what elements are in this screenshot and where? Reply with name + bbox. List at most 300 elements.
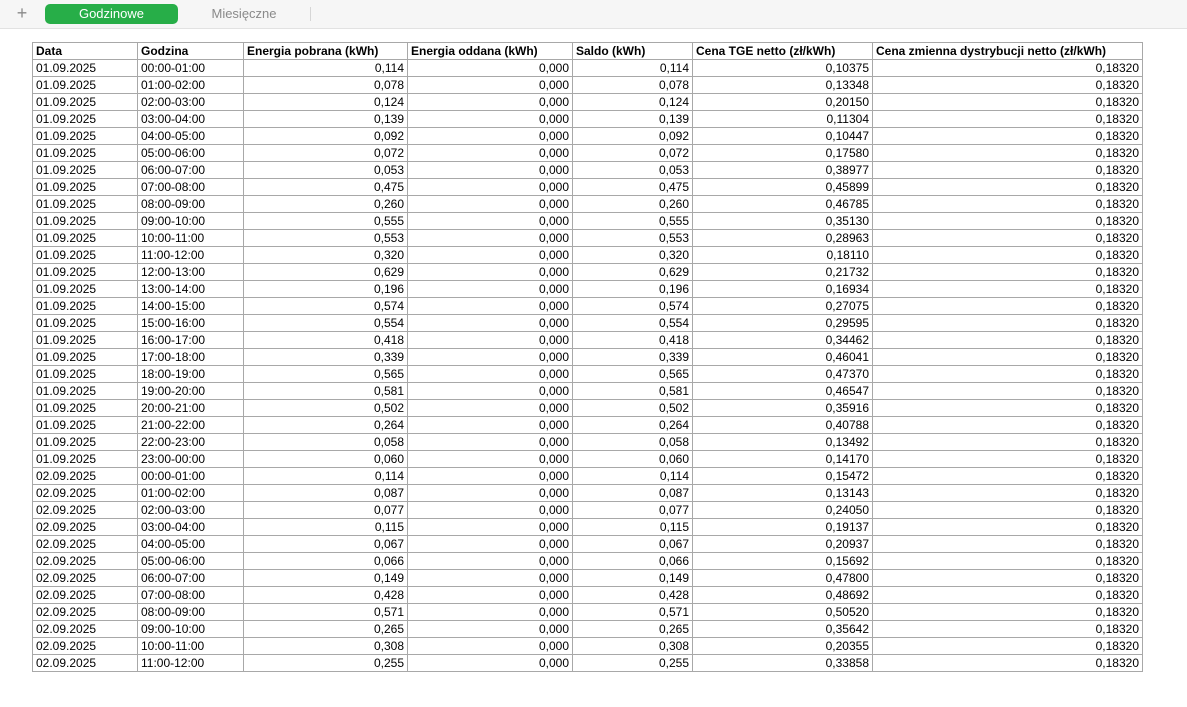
cell-godzina[interactable]: 10:00-11:00 (138, 230, 244, 247)
cell-cena-tge[interactable]: 0,46785 (693, 196, 873, 213)
cell-cena-dystrybucji[interactable]: 0,18320 (873, 587, 1143, 604)
cell-cena-tge[interactable]: 0,13348 (693, 77, 873, 94)
cell-cena-dystrybucji[interactable]: 0,18320 (873, 315, 1143, 332)
cell-cena-tge[interactable]: 0,13492 (693, 434, 873, 451)
cell-godzina[interactable]: 13:00-14:00 (138, 281, 244, 298)
cell-energia-pobrana[interactable]: 0,320 (244, 247, 408, 264)
cell-godzina[interactable]: 23:00-00:00 (138, 451, 244, 468)
cell-cena-dystrybucji[interactable]: 0,18320 (873, 536, 1143, 553)
table-row (33, 502, 1143, 519)
cell-energia-pobrana[interactable]: 0,058 (244, 434, 408, 451)
cell-cena-tge[interactable]: 0,38977 (693, 162, 873, 179)
cell-data[interactable]: 01.09.2025 (33, 213, 138, 230)
table-row (33, 451, 1143, 468)
cell-godzina[interactable]: 19:00-20:00 (138, 383, 244, 400)
cell-data[interactable]: 01.09.2025 (33, 281, 138, 298)
cell-cena-tge[interactable]: 0,11304 (693, 111, 873, 128)
cell-energia-pobrana[interactable]: 0,053 (244, 162, 408, 179)
cell-godzina[interactable]: 03:00-04:00 (138, 519, 244, 536)
cell-data[interactable]: 01.09.2025 (33, 196, 138, 213)
cell-energia-pobrana[interactable]: 0,571 (244, 604, 408, 621)
cell-cena-dystrybucji[interactable]: 0,18320 (873, 519, 1143, 536)
cell-cena-dystrybucji[interactable]: 0,18320 (873, 94, 1143, 111)
cell-saldo[interactable]: 0,418 (573, 332, 693, 349)
header-data[interactable]: Data (33, 43, 138, 60)
add-sheet-button[interactable] (12, 4, 32, 24)
cell-godzina[interactable]: 02:00-03:00 (138, 94, 244, 111)
cell-saldo[interactable]: 0,114 (573, 468, 693, 485)
cell-energia-oddana[interactable]: 0,000 (408, 417, 573, 434)
cell-godzina[interactable]: 06:00-07:00 (138, 570, 244, 587)
cell-energia-pobrana[interactable]: 0,339 (244, 349, 408, 366)
cell-energia-pobrana[interactable]: 0,115 (244, 519, 408, 536)
cell-saldo[interactable]: 0,067 (573, 536, 693, 553)
cell-cena-tge[interactable]: 0,18110 (693, 247, 873, 264)
cell-data[interactable]: 01.09.2025 (33, 247, 138, 264)
cell-energia-oddana[interactable]: 0,000 (408, 638, 573, 655)
cell-saldo[interactable]: 0,555 (573, 213, 693, 230)
cell-energia-pobrana[interactable]: 0,502 (244, 400, 408, 417)
cell-energia-pobrana[interactable]: 0,066 (244, 553, 408, 570)
cell-energia-pobrana[interactable]: 0,265 (244, 621, 408, 638)
cell-energia-pobrana[interactable]: 0,078 (244, 77, 408, 94)
cell-energia-pobrana[interactable]: 0,418 (244, 332, 408, 349)
cell-cena-tge[interactable]: 0,35130 (693, 213, 873, 230)
cell-energia-oddana[interactable]: 0,000 (408, 536, 573, 553)
cell-energia-oddana[interactable]: 0,000 (408, 502, 573, 519)
cell-cena-dystrybucji[interactable]: 0,18320 (873, 162, 1143, 179)
cell-energia-oddana[interactable]: 0,000 (408, 145, 573, 162)
cell-godzina[interactable]: 15:00-16:00 (138, 315, 244, 332)
cell-saldo[interactable]: 0,553 (573, 230, 693, 247)
cell-energia-pobrana[interactable]: 0,149 (244, 570, 408, 587)
cell-energia-oddana[interactable]: 0,000 (408, 655, 573, 672)
cell-saldo[interactable]: 0,260 (573, 196, 693, 213)
cell-data[interactable]: 02.09.2025 (33, 621, 138, 638)
cell-cena-tge[interactable]: 0,13143 (693, 485, 873, 502)
cell-saldo[interactable]: 0,072 (573, 145, 693, 162)
cell-energia-pobrana[interactable]: 0,553 (244, 230, 408, 247)
cell-saldo[interactable]: 0,502 (573, 400, 693, 417)
cell-energia-oddana[interactable]: 0,000 (408, 451, 573, 468)
cell-godzina[interactable]: 18:00-19:00 (138, 366, 244, 383)
cell-cena-dystrybucji[interactable]: 0,18320 (873, 298, 1143, 315)
table-row (33, 621, 1143, 638)
cell-energia-oddana[interactable]: 0,000 (408, 383, 573, 400)
cell-energia-oddana[interactable]: 0,000 (408, 298, 573, 315)
cell-saldo[interactable]: 0,629 (573, 264, 693, 281)
cell-cena-dystrybucji[interactable]: 0,18320 (873, 77, 1143, 94)
cell-cena-dystrybucji[interactable]: 0,18320 (873, 281, 1143, 298)
header-energia-pobrana[interactable]: Energia pobrana (kWh) (244, 43, 408, 60)
cell-cena-tge[interactable]: 0,14170 (693, 451, 873, 468)
cell-energia-pobrana[interactable]: 0,077 (244, 502, 408, 519)
cell-cena-tge[interactable]: 0,20937 (693, 536, 873, 553)
cell-energia-oddana[interactable]: 0,000 (408, 519, 573, 536)
cell-saldo[interactable]: 0,060 (573, 451, 693, 468)
cell-data[interactable]: 01.09.2025 (33, 298, 138, 315)
cell-energia-oddana[interactable]: 0,000 (408, 604, 573, 621)
cell-saldo[interactable]: 0,078 (573, 77, 693, 94)
cell-cena-tge[interactable]: 0,15472 (693, 468, 873, 485)
cell-saldo[interactable]: 0,581 (573, 383, 693, 400)
cell-energia-oddana[interactable]: 0,000 (408, 247, 573, 264)
cell-saldo[interactable]: 0,554 (573, 315, 693, 332)
cell-godzina[interactable]: 03:00-04:00 (138, 111, 244, 128)
cell-cena-dystrybucji[interactable]: 0,18320 (873, 621, 1143, 638)
cell-data[interactable]: 01.09.2025 (33, 451, 138, 468)
cell-cena-tge[interactable]: 0,47800 (693, 570, 873, 587)
cell-data[interactable]: 02.09.2025 (33, 536, 138, 553)
table-row (33, 179, 1143, 196)
cell-godzina[interactable]: 11:00-12:00 (138, 655, 244, 672)
cell-energia-oddana[interactable]: 0,000 (408, 162, 573, 179)
table-row (33, 128, 1143, 145)
cell-energia-pobrana[interactable]: 0,428 (244, 587, 408, 604)
cell-energia-pobrana[interactable]: 0,555 (244, 213, 408, 230)
tab-divider (310, 7, 311, 21)
cell-energia-oddana[interactable]: 0,000 (408, 400, 573, 417)
cell-cena-tge[interactable]: 0,45899 (693, 179, 873, 196)
cell-data[interactable]: 01.09.2025 (33, 145, 138, 162)
cell-saldo[interactable]: 0,265 (573, 621, 693, 638)
cell-energia-oddana[interactable]: 0,000 (408, 468, 573, 485)
cell-saldo[interactable]: 0,092 (573, 128, 693, 145)
cell-data[interactable]: 02.09.2025 (33, 502, 138, 519)
cell-cena-dystrybucji[interactable]: 0,18320 (873, 570, 1143, 587)
cell-cena-tge[interactable]: 0,33858 (693, 655, 873, 672)
cell-data[interactable]: 01.09.2025 (33, 383, 138, 400)
cell-energia-pobrana[interactable]: 0,255 (244, 655, 408, 672)
cell-cena-dystrybucji[interactable]: 0,18320 (873, 400, 1143, 417)
header-cena-dystrybucji[interactable]: Cena zmienna dystrybucji netto (zł/kWh) (873, 43, 1143, 60)
tab-godzinowe[interactable]: Godzinowe (45, 4, 178, 24)
data-table (32, 42, 1143, 672)
cell-energia-oddana[interactable]: 0,000 (408, 60, 573, 77)
table-row (33, 315, 1143, 332)
cell-data[interactable]: 01.09.2025 (33, 230, 138, 247)
cell-energia-oddana[interactable]: 0,000 (408, 230, 573, 247)
cell-data[interactable]: 02.09.2025 (33, 553, 138, 570)
cell-cena-dystrybucji[interactable]: 0,18320 (873, 179, 1143, 196)
cell-saldo[interactable]: 0,053 (573, 162, 693, 179)
cell-cena-tge[interactable]: 0,21732 (693, 264, 873, 281)
cell-cena-dystrybucji[interactable]: 0,18320 (873, 638, 1143, 655)
cell-cena-dystrybucji[interactable]: 0,18320 (873, 553, 1143, 570)
cell-cena-tge[interactable]: 0,46041 (693, 349, 873, 366)
cell-godzina[interactable]: 09:00-10:00 (138, 213, 244, 230)
cell-energia-oddana[interactable]: 0,000 (408, 179, 573, 196)
cell-data[interactable]: 01.09.2025 (33, 77, 138, 94)
cell-cena-tge[interactable]: 0,47370 (693, 366, 873, 383)
table-row (33, 485, 1143, 502)
cell-energia-oddana[interactable]: 0,000 (408, 281, 573, 298)
cell-cena-dystrybucji[interactable]: 0,18320 (873, 196, 1143, 213)
cell-cena-dystrybucji[interactable]: 0,18320 (873, 60, 1143, 77)
cell-cena-tge[interactable]: 0,29595 (693, 315, 873, 332)
cell-energia-oddana[interactable]: 0,000 (408, 570, 573, 587)
cell-godzina[interactable]: 07:00-08:00 (138, 179, 244, 196)
cell-data[interactable]: 01.09.2025 (33, 128, 138, 145)
cell-cena-tge[interactable]: 0,35642 (693, 621, 873, 638)
cell-energia-oddana[interactable]: 0,000 (408, 621, 573, 638)
cell-data[interactable]: 02.09.2025 (33, 604, 138, 621)
table-row (33, 264, 1143, 281)
cell-cena-tge[interactable]: 0,17580 (693, 145, 873, 162)
cell-godzina[interactable]: 09:00-10:00 (138, 621, 244, 638)
cell-energia-pobrana[interactable]: 0,260 (244, 196, 408, 213)
header-row (33, 43, 1143, 60)
table-row (33, 417, 1143, 434)
cell-godzina[interactable]: 12:00-13:00 (138, 264, 244, 281)
cell-cena-tge[interactable]: 0,10375 (693, 60, 873, 77)
cell-saldo[interactable]: 0,066 (573, 553, 693, 570)
cell-data[interactable]: 01.09.2025 (33, 162, 138, 179)
cell-cena-tge[interactable]: 0,35916 (693, 400, 873, 417)
cell-godzina[interactable]: 01:00-02:00 (138, 77, 244, 94)
cell-data[interactable]: 02.09.2025 (33, 655, 138, 672)
cell-saldo[interactable]: 0,571 (573, 604, 693, 621)
cell-energia-pobrana[interactable]: 0,565 (244, 366, 408, 383)
cell-cena-tge[interactable]: 0,48692 (693, 587, 873, 604)
cell-cena-dystrybucji[interactable]: 0,18320 (873, 502, 1143, 519)
cell-saldo[interactable]: 0,058 (573, 434, 693, 451)
cell-energia-oddana[interactable]: 0,000 (408, 434, 573, 451)
cell-energia-pobrana[interactable]: 0,581 (244, 383, 408, 400)
cell-data[interactable]: 01.09.2025 (33, 315, 138, 332)
cell-cena-tge[interactable]: 0,20355 (693, 638, 873, 655)
cell-cena-tge[interactable]: 0,24050 (693, 502, 873, 519)
tab-miesieczne[interactable]: Miesięczne (211, 6, 277, 21)
cell-cena-dystrybucji[interactable]: 0,18320 (873, 145, 1143, 162)
cell-cena-tge[interactable]: 0,27075 (693, 298, 873, 315)
cell-cena-dystrybucji[interactable]: 0,18320 (873, 213, 1143, 230)
cell-energia-pobrana[interactable]: 0,067 (244, 536, 408, 553)
table-row (33, 638, 1143, 655)
cell-data[interactable]: 01.09.2025 (33, 417, 138, 434)
table-row (33, 298, 1143, 315)
cell-data[interactable]: 02.09.2025 (33, 468, 138, 485)
cell-cena-dystrybucji[interactable]: 0,18320 (873, 111, 1143, 128)
table-row (33, 230, 1143, 247)
cell-godzina[interactable]: 14:00-15:00 (138, 298, 244, 315)
table-row (33, 111, 1143, 128)
cell-energia-oddana[interactable]: 0,000 (408, 77, 573, 94)
cell-cena-tge[interactable]: 0,50520 (693, 604, 873, 621)
cell-cena-tge[interactable]: 0,46547 (693, 383, 873, 400)
cell-cena-dystrybucji[interactable]: 0,18320 (873, 230, 1143, 247)
cell-data[interactable]: 01.09.2025 (33, 94, 138, 111)
cell-energia-oddana[interactable]: 0,000 (408, 196, 573, 213)
table-row (33, 281, 1143, 298)
cell-data[interactable]: 02.09.2025 (33, 638, 138, 655)
cell-cena-tge[interactable]: 0,10447 (693, 128, 873, 145)
cell-saldo[interactable]: 0,565 (573, 366, 693, 383)
cell-saldo[interactable]: 0,264 (573, 417, 693, 434)
cell-data[interactable]: 01.09.2025 (33, 60, 138, 77)
cell-cena-dystrybucji[interactable]: 0,18320 (873, 604, 1143, 621)
cell-cena-dystrybucji[interactable]: 0,18320 (873, 417, 1143, 434)
table-row (33, 332, 1143, 349)
cell-godzina[interactable]: 21:00-22:00 (138, 417, 244, 434)
sheet-tab-bar (0, 0, 1187, 29)
table-row (33, 162, 1143, 179)
cell-cena-dystrybucji[interactable]: 0,18320 (873, 655, 1143, 672)
cell-godzina[interactable]: 00:00-01:00 (138, 60, 244, 77)
cell-saldo[interactable]: 0,114 (573, 60, 693, 77)
cell-energia-oddana[interactable]: 0,000 (408, 315, 573, 332)
cell-godzina[interactable]: 17:00-18:00 (138, 349, 244, 366)
cell-energia-pobrana[interactable]: 0,629 (244, 264, 408, 281)
cell-energia-pobrana[interactable]: 0,475 (244, 179, 408, 196)
cell-cena-dystrybucji[interactable]: 0,18320 (873, 451, 1143, 468)
cell-godzina[interactable]: 20:00-21:00 (138, 400, 244, 417)
cell-energia-oddana[interactable]: 0,000 (408, 349, 573, 366)
cell-saldo[interactable]: 0,574 (573, 298, 693, 315)
cell-cena-dystrybucji[interactable]: 0,18320 (873, 128, 1143, 145)
cell-data[interactable]: 02.09.2025 (33, 570, 138, 587)
cell-godzina[interactable]: 04:00-05:00 (138, 128, 244, 145)
cell-godzina[interactable]: 00:00-01:00 (138, 468, 244, 485)
cell-saldo[interactable]: 0,087 (573, 485, 693, 502)
header-godzina[interactable]: Godzina (138, 43, 244, 60)
cell-energia-oddana[interactable]: 0,000 (408, 213, 573, 230)
cell-saldo[interactable]: 0,339 (573, 349, 693, 366)
cell-godzina[interactable]: 05:00-06:00 (138, 145, 244, 162)
cell-data[interactable]: 02.09.2025 (33, 587, 138, 604)
cell-energia-pobrana[interactable]: 0,092 (244, 128, 408, 145)
cell-energia-pobrana[interactable]: 0,087 (244, 485, 408, 502)
cell-energia-oddana[interactable]: 0,000 (408, 587, 573, 604)
cell-energia-pobrana[interactable]: 0,554 (244, 315, 408, 332)
cell-saldo[interactable]: 0,475 (573, 179, 693, 196)
header-cena-tge[interactable]: Cena TGE netto (zł/kWh) (693, 43, 873, 60)
cell-godzina[interactable]: 11:00-12:00 (138, 247, 244, 264)
cell-cena-tge[interactable]: 0,20150 (693, 94, 873, 111)
cell-cena-tge[interactable]: 0,28963 (693, 230, 873, 247)
table-row (33, 553, 1143, 570)
cell-saldo[interactable]: 0,255 (573, 655, 693, 672)
cell-energia-pobrana[interactable]: 0,060 (244, 451, 408, 468)
cell-godzina[interactable]: 04:00-05:00 (138, 536, 244, 553)
cell-energia-oddana[interactable]: 0,000 (408, 111, 573, 128)
cell-cena-tge[interactable]: 0,19137 (693, 519, 873, 536)
cell-energia-pobrana[interactable]: 0,072 (244, 145, 408, 162)
cell-energia-oddana[interactable]: 0,000 (408, 485, 573, 502)
cell-godzina[interactable]: 05:00-06:00 (138, 553, 244, 570)
header-energia-oddana[interactable]: Energia oddana (kWh) (408, 43, 573, 60)
cell-data[interactable]: 01.09.2025 (33, 366, 138, 383)
cell-cena-dystrybucji[interactable]: 0,18320 (873, 264, 1143, 281)
cell-energia-pobrana[interactable]: 0,139 (244, 111, 408, 128)
cell-saldo[interactable]: 0,115 (573, 519, 693, 536)
cell-godzina[interactable]: 16:00-17:00 (138, 332, 244, 349)
cell-data[interactable]: 01.09.2025 (33, 434, 138, 451)
plus-icon: + (16, 3, 28, 23)
cell-energia-pobrana[interactable]: 0,196 (244, 281, 408, 298)
cell-godzina[interactable]: 01:00-02:00 (138, 485, 244, 502)
table-row (33, 77, 1143, 94)
cell-cena-dystrybucji[interactable]: 0,18320 (873, 332, 1143, 349)
table-row (33, 587, 1143, 604)
cell-cena-tge[interactable]: 0,16934 (693, 281, 873, 298)
cell-energia-pobrana[interactable]: 0,114 (244, 60, 408, 77)
table-row (33, 655, 1143, 672)
cell-energia-oddana[interactable]: 0,000 (408, 332, 573, 349)
cell-godzina[interactable]: 10:00-11:00 (138, 638, 244, 655)
table-row (33, 536, 1143, 553)
cell-data[interactable]: 02.09.2025 (33, 485, 138, 502)
table-row (33, 434, 1143, 451)
cell-cena-dystrybucji[interactable]: 0,18320 (873, 349, 1143, 366)
cell-data[interactable]: 02.09.2025 (33, 519, 138, 536)
cell-energia-pobrana[interactable]: 0,574 (244, 298, 408, 315)
cell-saldo[interactable]: 0,308 (573, 638, 693, 655)
cell-energia-oddana[interactable]: 0,000 (408, 264, 573, 281)
cell-cena-dystrybucji[interactable]: 0,18320 (873, 383, 1143, 400)
cell-energia-pobrana[interactable]: 0,124 (244, 94, 408, 111)
cell-energia-pobrana[interactable]: 0,308 (244, 638, 408, 655)
table-row (33, 94, 1143, 111)
cell-saldo[interactable]: 0,077 (573, 502, 693, 519)
cell-cena-dystrybucji[interactable]: 0,18320 (873, 247, 1143, 264)
table-row (33, 60, 1143, 77)
cell-cena-dystrybucji[interactable]: 0,18320 (873, 434, 1143, 451)
cell-data[interactable]: 01.09.2025 (33, 400, 138, 417)
cell-saldo[interactable]: 0,149 (573, 570, 693, 587)
cell-godzina[interactable]: 07:00-08:00 (138, 587, 244, 604)
cell-cena-dystrybucji[interactable]: 0,18320 (873, 366, 1143, 383)
spreadsheet-grid (32, 42, 1143, 672)
cell-data[interactable]: 01.09.2025 (33, 111, 138, 128)
table-row (33, 145, 1143, 162)
table-row (33, 468, 1143, 485)
table-row (33, 366, 1143, 383)
cell-energia-oddana[interactable]: 0,000 (408, 553, 573, 570)
cell-cena-tge[interactable]: 0,40788 (693, 417, 873, 434)
cell-data[interactable]: 01.09.2025 (33, 349, 138, 366)
table-row (33, 213, 1143, 230)
table-row (33, 570, 1143, 587)
cell-saldo[interactable]: 0,139 (573, 111, 693, 128)
cell-saldo[interactable]: 0,196 (573, 281, 693, 298)
cell-saldo[interactable]: 0,428 (573, 587, 693, 604)
cell-cena-tge[interactable]: 0,34462 (693, 332, 873, 349)
cell-godzina[interactable]: 22:00-23:00 (138, 434, 244, 451)
cell-saldo[interactable]: 0,320 (573, 247, 693, 264)
table-row (33, 196, 1143, 213)
table-row (33, 383, 1143, 400)
header-saldo[interactable]: Saldo (kWh) (573, 43, 693, 60)
cell-cena-tge[interactable]: 0,15692 (693, 553, 873, 570)
table-row (33, 247, 1143, 264)
cell-godzina[interactable]: 02:00-03:00 (138, 502, 244, 519)
cell-godzina[interactable]: 06:00-07:00 (138, 162, 244, 179)
cell-energia-pobrana[interactable]: 0,114 (244, 468, 408, 485)
cell-cena-dystrybucji[interactable]: 0,18320 (873, 468, 1143, 485)
cell-godzina[interactable]: 08:00-09:00 (138, 196, 244, 213)
cell-energia-oddana[interactable]: 0,000 (408, 366, 573, 383)
cell-energia-oddana[interactable]: 0,000 (408, 128, 573, 145)
cell-energia-pobrana[interactable]: 0,264 (244, 417, 408, 434)
cell-saldo[interactable]: 0,124 (573, 94, 693, 111)
cell-energia-oddana[interactable]: 0,000 (408, 94, 573, 111)
cell-godzina[interactable]: 08:00-09:00 (138, 604, 244, 621)
cell-data[interactable]: 01.09.2025 (33, 332, 138, 349)
cell-data[interactable]: 01.09.2025 (33, 264, 138, 281)
cell-data[interactable]: 01.09.2025 (33, 179, 138, 196)
cell-cena-dystrybucji[interactable]: 0,18320 (873, 485, 1143, 502)
